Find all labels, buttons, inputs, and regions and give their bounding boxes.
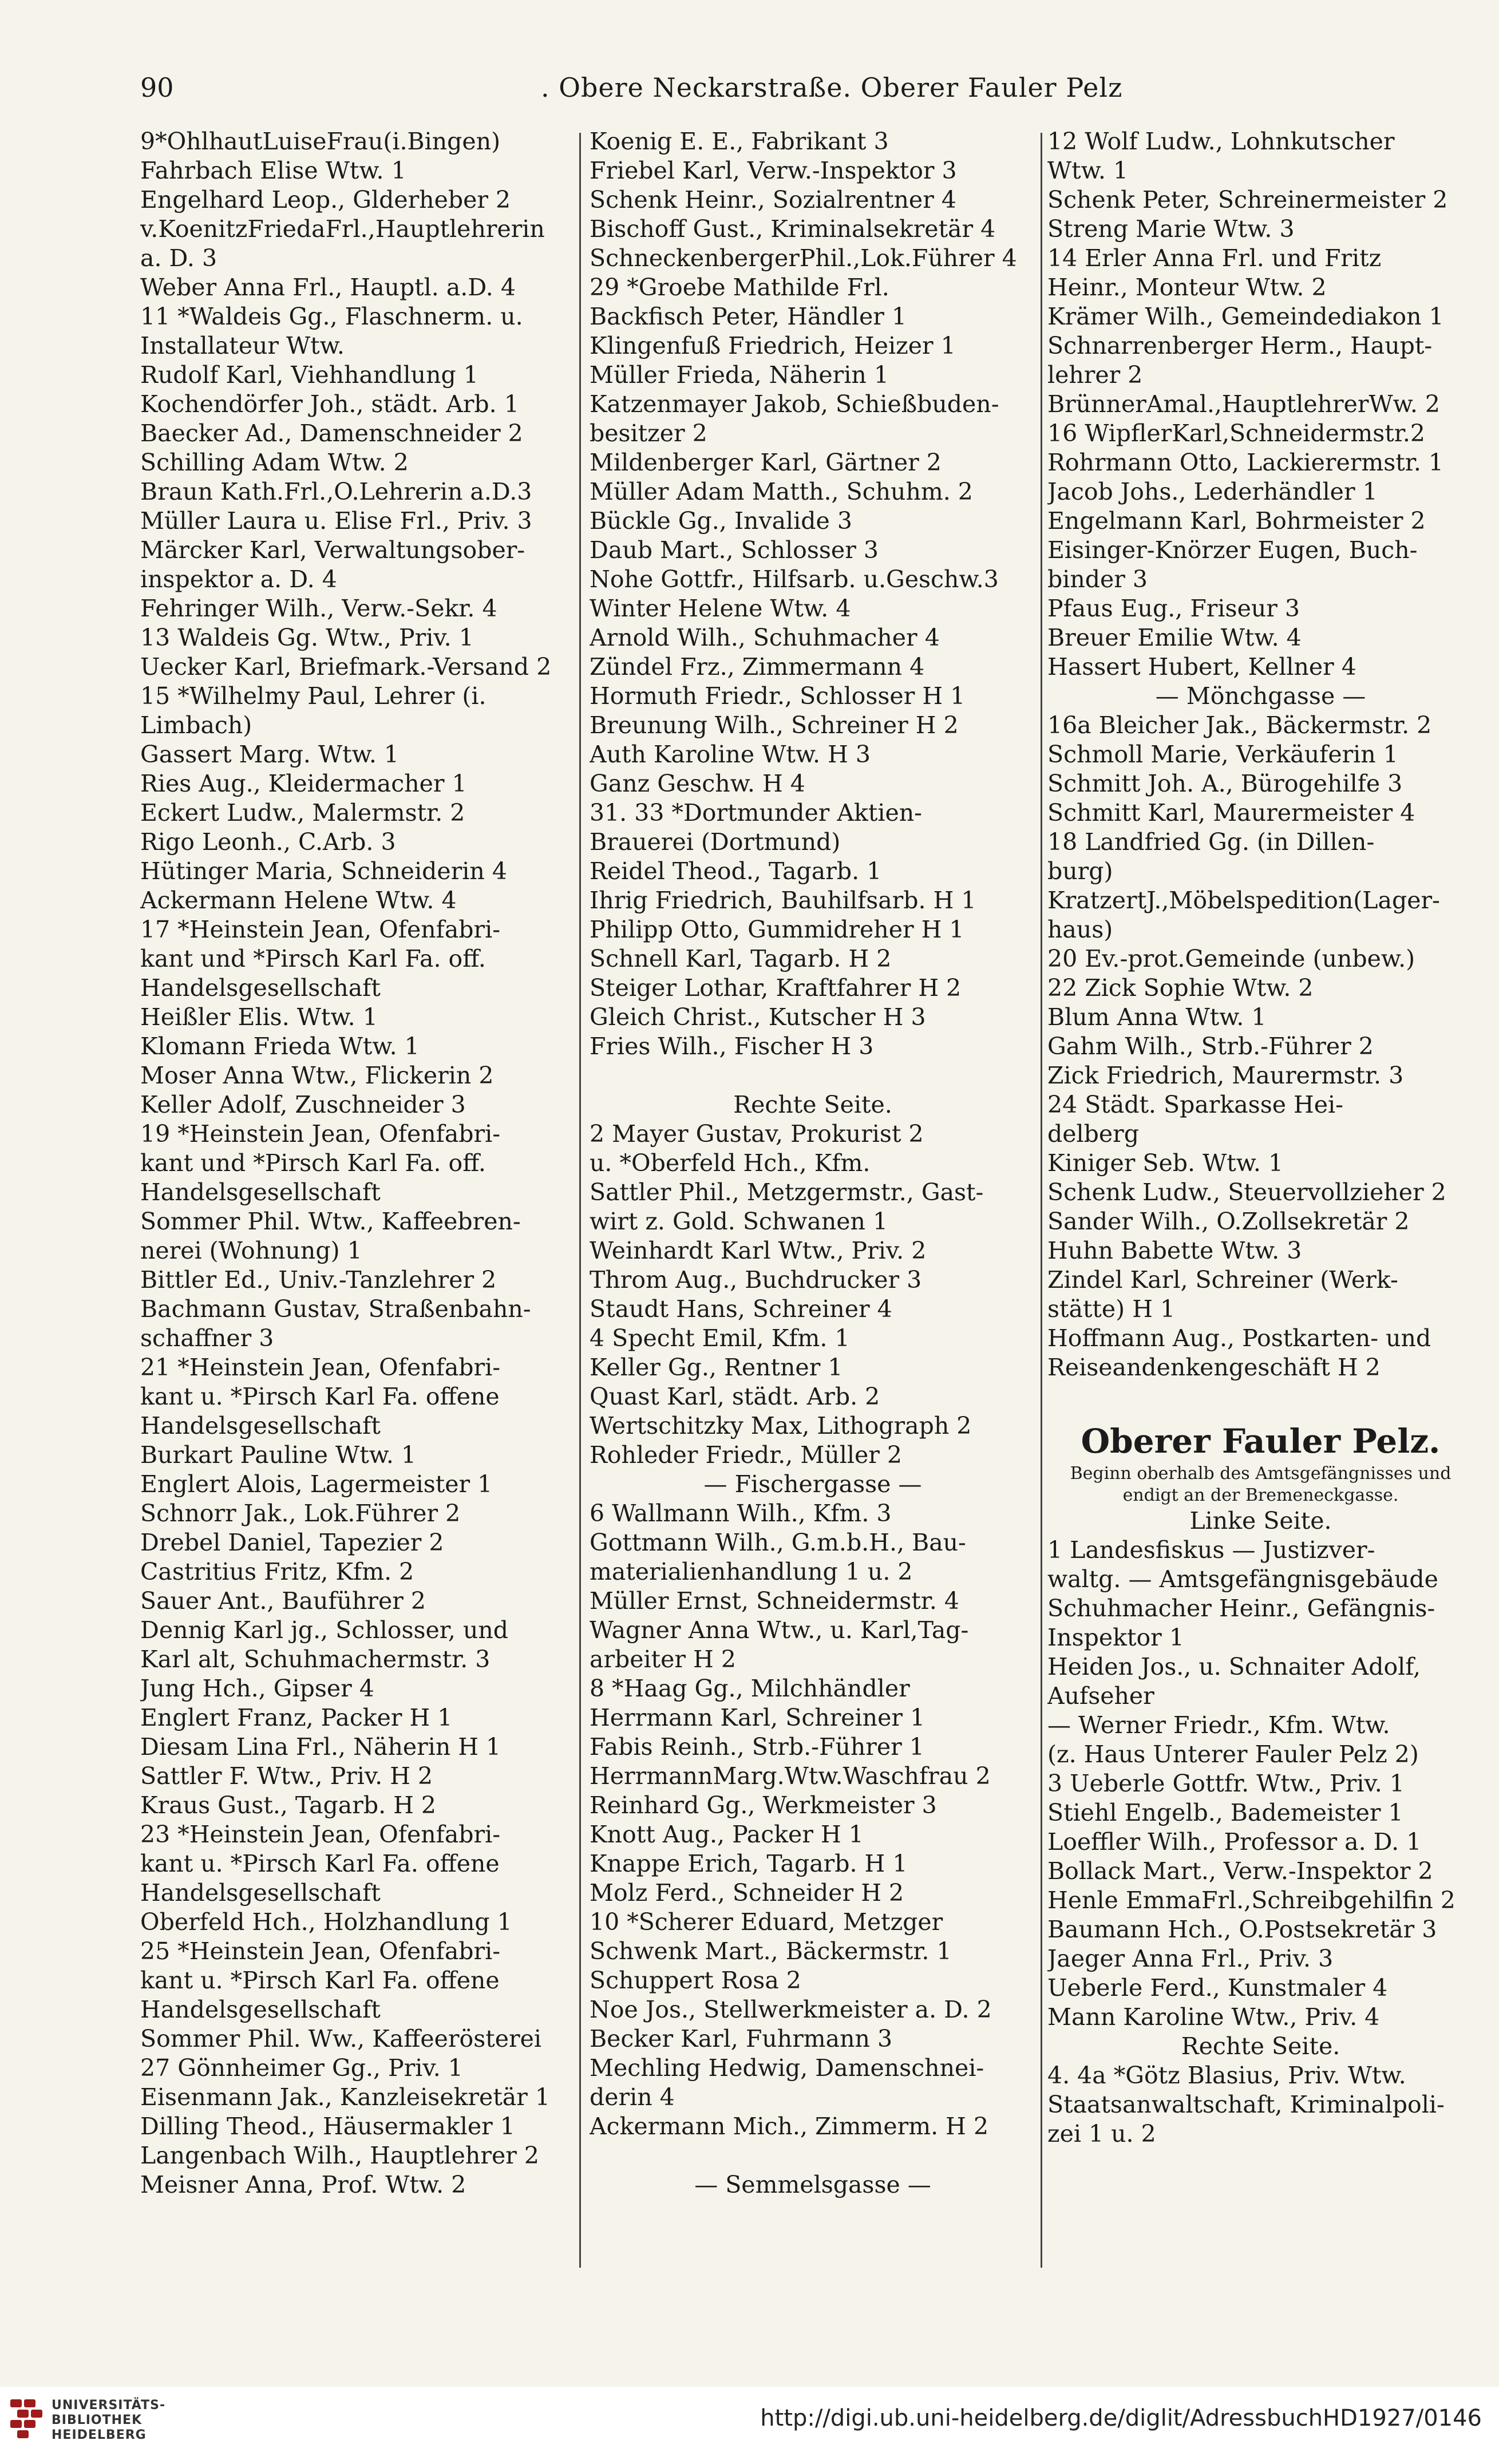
directory-entry-line: Kochendörfer Joh., städt. Arb. 1 xyxy=(140,390,519,418)
directory-entry-line: 6 Wallmann Wilh., Kfm. 3 xyxy=(590,1500,892,1527)
footer-bar xyxy=(0,2387,1499,2464)
directory-entry-line: Englert Alois, Lagermeister 1 xyxy=(140,1470,493,1498)
directory-entry-line: 16a Bleicher Jak., Bäckermstr. 2 xyxy=(1047,711,1432,739)
directory-entry-line: Reidel Theod., Tagarb. 1 xyxy=(590,857,882,885)
directory-entry-line: 31. 33 *Dortmunder Aktien- xyxy=(590,799,922,826)
directory-entry-line: Auth Karoline Wtw. H 3 xyxy=(590,741,871,768)
directory-entry-line: Märcker Karl, Verwaltungsober- xyxy=(140,536,525,564)
directory-entry-line: Schuhmacher Heinr., Gefängnis- xyxy=(1047,1595,1435,1622)
directory-entry-line: 8 *Haag Gg., Milchhändler xyxy=(590,1675,910,1702)
directory-entry-line: Katzenmayer Jakob, Schießbuden- xyxy=(590,390,999,418)
column-rule-1 xyxy=(579,133,581,2268)
directory-entry-line: waltg. — Amtsgefängnisgebäude xyxy=(1047,1565,1438,1593)
directory-entry-line: Mechling Hedwig, Damenschnei- xyxy=(590,2054,984,2082)
directory-entry-line: Bollack Mart., Verw.-Inspektor 2 xyxy=(1047,1857,1433,1885)
directory-entry-line: Heißler Elis. Wtw. 1 xyxy=(140,1003,378,1031)
directory-entry-line: Schwenk Mart., Bäckermstr. 1 xyxy=(590,1937,952,1965)
column-3 xyxy=(1047,127,1474,2342)
directory-entry-line: 17 *Heinstein Jean, Ofenfabri- xyxy=(140,916,501,943)
directory-entry-line: 20 Ev.-prot.Gemeinde (unbew.) xyxy=(1047,945,1415,972)
directory-entry-line: Backfisch Peter, Händler 1 xyxy=(590,303,907,330)
directory-entry-line: Eckert Ludw., Malermstr. 2 xyxy=(140,799,465,826)
directory-entry-line: delberg xyxy=(1047,1120,1139,1148)
directory-entry-line: Moser Anna Wtw., Flickerin 2 xyxy=(140,1062,494,1089)
directory-entry-line: Hoffmann Aug., Postkarten- und xyxy=(1047,1324,1431,1352)
directory-entry-line: Schnarrenberger Herm., Haupt- xyxy=(1047,332,1433,359)
directory-entry-line: 22 Zick Sophie Wtw. 2 xyxy=(1047,974,1314,1002)
directory-entry-line: Hütinger Maria, Schneiderin 4 xyxy=(140,857,507,885)
directory-entry-line: Keller Gg., Rentner 1 xyxy=(590,1354,843,1381)
directory-entry-line: Jacob Johs., Lederhändler 1 xyxy=(1047,478,1378,505)
directory-entry-line: Schenk Peter, Schreinermeister 2 xyxy=(1047,186,1448,213)
directory-entry-line: Eisinger-Knörzer Eugen, Buch- xyxy=(1047,536,1418,564)
page-number: 90 xyxy=(140,72,174,103)
directory-entry-line: 15 *Wilhelmy Paul, Lehrer (i. xyxy=(140,682,487,710)
directory-entry-line: 16 WipflerKarl,Schneidermstr.2 xyxy=(1047,420,1425,447)
section-heading: — Fischergasse — xyxy=(703,1470,922,1498)
directory-entry-line: kant u. *Pirsch Karl Fa. offene xyxy=(140,1383,500,1410)
directory-entry-line: Weber Anna Frl., Hauptl. a.D. 4 xyxy=(140,274,516,301)
directory-entry-line: 1 Landesfiskus — Justizver- xyxy=(1047,1536,1375,1564)
directory-entry-line: Ueberle Ferd., Kunstmaler 4 xyxy=(1047,1974,1388,2002)
directory-entry-line: 23 *Heinstein Jean, Ofenfabri- xyxy=(140,1821,501,1848)
directory-entry-line: Müller Laura u. Elise Frl., Priv. 3 xyxy=(140,507,532,535)
directory-entry-line: Dennig Karl jg., Schlosser, und xyxy=(140,1616,509,1644)
directory-entry-line: Sommer Phil. Wtw., Kaffeebren- xyxy=(140,1208,521,1235)
directory-entry-line: 4 Specht Emil, Kfm. 1 xyxy=(590,1324,850,1352)
directory-entry-line: Handelsgesellschaft xyxy=(140,1178,381,1206)
directory-entry-line: Keller Adolf, Zuschneider 3 xyxy=(140,1091,466,1118)
directory-entry-line: 10 *Scherer Eduard, Metzger xyxy=(590,1908,943,1936)
directory-entry-line: a. D. 3 xyxy=(140,244,217,272)
directory-entry-line: 18 Landfried Gg. (in Dillen- xyxy=(1047,828,1375,856)
section-heading: — Semmelsgasse — xyxy=(694,2171,931,2198)
directory-entry-line: Philipp Otto, Gummidreher H 1 xyxy=(590,916,964,943)
directory-entry-line: Zick Friedrich, Maurermstr. 3 xyxy=(1047,1062,1404,1089)
directory-entry-line: Schmitt Karl, Maurermeister 4 xyxy=(1047,799,1415,826)
directory-entry-line: Heiden Jos., u. Schnaiter Adolf, xyxy=(1047,1653,1421,1680)
directory-entry-line: 29 *Groebe Mathilde Frl. xyxy=(590,274,889,301)
directory-entry-line: — Werner Friedr., Kfm. Wtw. xyxy=(1047,1711,1390,1739)
directory-entry-line: arbeiter H 2 xyxy=(590,1646,736,1673)
directory-entry-line: u. *Oberfeld Hch., Kfm. xyxy=(590,1149,871,1177)
source-url-link[interactable]: http://digi.ub.uni-heidelberg.de/diglit/AdressbuchHD1927/0146 xyxy=(760,2405,1482,2431)
directory-entry-line: Braun Kath.Frl.,O.Lehrerin a.D.3 xyxy=(140,478,532,505)
directory-entry-line: Breunung Wilh., Schreiner H 2 xyxy=(590,711,959,739)
directory-entry-line: Ackermann Mich., Zimmerm. H 2 xyxy=(590,2113,989,2140)
directory-entry-line: Engelhard Leop., Glderheber 2 xyxy=(140,186,511,213)
directory-entry-line: Karl alt, Schuhmachermstr. 3 xyxy=(140,1646,491,1673)
directory-entry-line: Loeffler Wilh., Professor a. D. 1 xyxy=(1047,1828,1422,1856)
directory-entry-line: Stiehl Engelb., Bademeister 1 xyxy=(1047,1799,1403,1826)
street-note: endigt an der Bremeneckgasse. xyxy=(1122,1485,1399,1505)
directory-entry-line: haus) xyxy=(1047,916,1113,943)
directory-entry-line: Schmitt Joh. A., Bürogehilfe 3 xyxy=(1047,770,1403,797)
directory-entry-line: Müller Frieda, Näherin 1 xyxy=(590,361,889,389)
directory-entry-line: Wertschitzky Max, Lithograph 2 xyxy=(590,1412,972,1439)
directory-entry-line: Molz Ferd., Schneider H 2 xyxy=(590,1879,904,1907)
directory-entry-line: 24 Städt. Sparkasse Hei- xyxy=(1047,1091,1344,1118)
directory-entry-line: derin 4 xyxy=(590,2083,675,2111)
directory-entry-line: Rohleder Friedr., Müller 2 xyxy=(590,1441,902,1469)
directory-entry-line: Mildenberger Karl, Gärtner 2 xyxy=(590,449,942,476)
directory-entry-line: Koenig E. E., Fabrikant 3 xyxy=(590,128,889,155)
directory-entry-line: Brauerei (Dortmund) xyxy=(590,828,841,856)
directory-entry-line: Eisenmann Jak., Kanzleisekretär 1 xyxy=(140,2083,550,2111)
directory-entry-line: Bischoff Gust., Kriminalsekretär 4 xyxy=(590,215,996,243)
directory-entry-line: Castritius Fritz, Kfm. 2 xyxy=(140,1558,414,1585)
running-title: . Obere Neckarstraße. Oberer Fauler Pelz xyxy=(541,72,1123,103)
directory-entry-line: Fehringer Wilh., Verw.-Sekr. 4 xyxy=(140,595,497,622)
directory-entry-line: 27 Gönnheimer Gg., Priv. 1 xyxy=(140,2054,463,2082)
directory-entry-line: Schenk Ludw., Steuervollzieher 2 xyxy=(1047,1178,1446,1206)
directory-entry-line: Jaeger Anna Frl., Priv. 3 xyxy=(1047,1945,1334,1972)
directory-entry-line: kant u. *Pirsch Karl Fa. offene xyxy=(140,1850,500,1877)
directory-entry-line: Knappe Erich, Tagarb. H 1 xyxy=(590,1850,908,1877)
directory-entry-line: Steiger Lothar, Kraftfahrer H 2 xyxy=(590,974,962,1002)
directory-entry-line: Throm Aug., Buchdrucker 3 xyxy=(590,1266,922,1294)
directory-entry-line: Uecker Karl, Briefmark.-Versand 2 xyxy=(140,653,552,681)
directory-entry-line: Fries Wilh., Fischer H 3 xyxy=(590,1033,874,1060)
directory-entry-line: Staatsanwaltschaft, Kriminalpoli- xyxy=(1047,2091,1445,2118)
directory-entry-line: Zündel Frz., Zimmermann 4 xyxy=(590,653,925,681)
directory-entry-line: binder 3 xyxy=(1047,565,1148,593)
directory-entry-line: nerei (Wohnung) 1 xyxy=(140,1237,362,1264)
directory-entry-line: Sauer Ant., Bauführer 2 xyxy=(140,1587,426,1615)
directory-entry-line: Sattler F. Wtw., Priv. H 2 xyxy=(140,1762,433,1790)
directory-entry-line: Daub Mart., Schlosser 3 xyxy=(590,536,879,564)
directory-entry-line: Sander Wilh., O.Zollsekretär 2 xyxy=(1047,1208,1410,1235)
directory-entry-line: Bückle Gg., Invalide 3 xyxy=(590,507,852,535)
directory-entry-line: 9*OhlhautLuiseFrau(i.Bingen) xyxy=(140,128,501,155)
directory-entry-line: Handelsgesellschaft xyxy=(140,1412,381,1439)
directory-entry-line: Breuer Emilie Wtw. 4 xyxy=(1047,624,1302,651)
directory-entry-line: 3 Ueberle Gottfr. Wtw., Priv. 1 xyxy=(1047,1770,1405,1797)
directory-entry-line: Reinhard Gg., Werkmeister 3 xyxy=(590,1791,937,1819)
directory-entry-line: Ihrig Friedrich, Bauhilfsarb. H 1 xyxy=(590,887,976,914)
directory-entry-line: Quast Karl, städt. Arb. 2 xyxy=(590,1383,880,1410)
directory-entry-line: Sattler Phil., Metzgermstr., Gast- xyxy=(590,1178,984,1206)
directory-entry-line: Schenk Heinr., Sozialrentner 4 xyxy=(590,186,956,213)
directory-entry-line: Schnorr Jak., Lok.Führer 2 xyxy=(140,1500,461,1527)
directory-entry-line: 21 *Heinstein Jean, Ofenfabri- xyxy=(140,1354,501,1381)
section-heading: Rechte Seite. xyxy=(733,1091,892,1118)
directory-entry-line: Henle EmmaFrl.,Schreibgehilfin 2 xyxy=(1047,1886,1456,1914)
directory-entry-line: Jung Hch., Gipser 4 xyxy=(140,1675,374,1702)
directory-entry-line: Nohe Gottfr., Hilfsarb. u.Geschw.3 xyxy=(590,565,999,593)
directory-entry-line: 25 *Heinstein Jean, Ofenfabri- xyxy=(140,1937,501,1965)
section-heading: — Mönchgasse — xyxy=(1155,682,1366,710)
directory-entry-line: burg) xyxy=(1047,857,1113,885)
directory-entry-line: kant und *Pirsch Karl Fa. off. xyxy=(140,945,486,972)
directory-entry-line: Arnold Wilh., Schuhmacher 4 xyxy=(590,624,940,651)
directory-entry-line: Knott Aug., Packer H 1 xyxy=(590,1821,864,1848)
directory-entry-line: besitzer 2 xyxy=(590,420,707,447)
directory-entry-line: Herrmann Karl, Schreiner 1 xyxy=(590,1704,925,1731)
directory-entry-line: 4. 4a *Götz Blasius, Priv. Wtw. xyxy=(1047,2062,1406,2089)
directory-entry-line: inspektor a. D. 4 xyxy=(140,565,337,593)
directory-entry-line: Kiniger Seb. Wtw. 1 xyxy=(1047,1149,1284,1177)
directory-entry-line: HerrmannMarg.Wtw.Waschfrau 2 xyxy=(590,1762,991,1790)
directory-entry-line: Becker Karl, Fuhrmann 3 xyxy=(590,2025,893,2052)
directory-entry-line: Rigo Leonh., C.Arb. 3 xyxy=(140,828,396,856)
directory-entry-line: Gahm Wilh., Strb.-Führer 2 xyxy=(1047,1033,1374,1060)
directory-entry-line: Heinr., Monteur Wtw. 2 xyxy=(1047,274,1327,301)
directory-entry-line: Bachmann Gustav, Straßenbahn- xyxy=(140,1295,531,1323)
directory-entry-line: Weinhardt Karl Wtw., Priv. 2 xyxy=(590,1237,927,1264)
directory-entry-line: Meisner Anna, Prof. Wtw. 2 xyxy=(140,2171,466,2198)
directory-entry-line: materialienhandlung 1 u. 2 xyxy=(590,1558,913,1585)
directory-entry-line: Langenbach Wilh., Hauptlehrer 2 xyxy=(140,2142,539,2169)
directory-entry-line: Ackermann Helene Wtw. 4 xyxy=(140,887,457,914)
directory-entry-line: Schuppert Rosa 2 xyxy=(590,1967,801,1994)
directory-entry-line: schaffner 3 xyxy=(140,1324,274,1352)
library-name xyxy=(52,2398,165,2443)
directory-entry-line: Zindel Karl, Schreiner (Werk- xyxy=(1047,1266,1398,1294)
directory-entry-line: Schmoll Marie, Verkäuferin 1 xyxy=(1047,741,1398,768)
directory-entry-line: Gottmann Wilh., G.m.b.H., Bau- xyxy=(590,1529,966,1556)
directory-entry-line: Handelsgesellschaft xyxy=(140,974,381,1002)
directory-entry-line: Krämer Wilh., Gemeindediakon 1 xyxy=(1047,303,1444,330)
directory-entry-line: Klomann Frieda Wtw. 1 xyxy=(140,1033,420,1060)
directory-entry-line: Wtw. 1 xyxy=(1047,157,1128,184)
directory-entry-line: Gassert Marg. Wtw. 1 xyxy=(140,741,399,768)
library-name-line: UNIVERSITÄTS- xyxy=(52,2398,166,2412)
directory-entry-line: Ries Aug., Kleidermacher 1 xyxy=(140,770,467,797)
directory-entry-line: Rudolf Karl, Viehhandlung 1 xyxy=(140,361,478,389)
directory-entry-line: kant u. *Pirsch Karl Fa. offene xyxy=(140,1967,500,1994)
directory-entry-line: Drebel Daniel, Tapezier 2 xyxy=(140,1529,444,1556)
library-name-line: HEIDELBERG xyxy=(52,2428,147,2442)
column-1 xyxy=(140,127,572,2342)
directory-entry-line: Handelsgesellschaft xyxy=(140,1996,381,2023)
directory-entry-line: Inspektor 1 xyxy=(1047,1624,1184,1651)
directory-entry-line: 14 Erler Anna Frl. und Fritz xyxy=(1047,244,1382,272)
library-logo-icon xyxy=(10,2399,45,2439)
directory-entry-line: Limbach) xyxy=(140,711,252,739)
directory-entry-line: Reiseandenkengeschäft H 2 xyxy=(1047,1354,1381,1381)
directory-entry-line: Burkart Pauline Wtw. 1 xyxy=(140,1441,417,1469)
page-header xyxy=(140,68,1474,108)
directory-entry-line: Huhn Babette Wtw. 3 xyxy=(1047,1237,1302,1264)
street-note: Beginn oberhalb des Amtsgefängnisses und xyxy=(1070,1464,1451,1484)
blank-line xyxy=(590,1061,1036,1090)
directory-entry-line: Baecker Ad., Damenschneider 2 xyxy=(140,420,523,447)
directory-entry-line: BrünnerAmal.,HauptlehrerWw. 2 xyxy=(1047,390,1441,418)
directory-entry-line: Handelsgesellschaft xyxy=(140,1879,381,1907)
directory-entry-line: Fahrbach Elise Wtw. 1 xyxy=(140,157,406,184)
section-heading: Rechte Seite. xyxy=(1181,2032,1340,2060)
blank-line xyxy=(590,2141,1036,2170)
directory-entry-line: 11 *Waldeis Gg., Flaschnerm. u. xyxy=(140,303,523,330)
directory-entry-line: kant und *Pirsch Karl Fa. off. xyxy=(140,1149,486,1177)
directory-entry-line: Blum Anna Wtw. 1 xyxy=(1047,1003,1267,1031)
directory-entry-line: Oberfeld Hch., Holzhandlung 1 xyxy=(140,1908,512,1936)
directory-entry-line: Sommer Phil. Ww., Kaffeerösterei xyxy=(140,2025,541,2052)
directory-entry-line: Staudt Hans, Schreiner 4 xyxy=(590,1295,892,1323)
directory-entry-line: Mann Karoline Wtw., Priv. 4 xyxy=(1047,2003,1380,2031)
directory-entry-line: Installateur Wtw. xyxy=(140,332,345,359)
directory-entry-line: Gleich Christ., Kutscher H 3 xyxy=(590,1003,926,1031)
directory-entry-line: Klingenfuß Friedrich, Heizer 1 xyxy=(590,332,956,359)
directory-entry-line: stätte) H 1 xyxy=(1047,1295,1176,1323)
directory-entry-line: 13 Waldeis Gg. Wtw., Priv. 1 xyxy=(140,624,474,651)
directory-entry-line: Englert Franz, Packer H 1 xyxy=(140,1704,453,1731)
street-heading: Oberer Fauler Pelz. xyxy=(1081,1422,1441,1461)
section-heading: Linke Seite. xyxy=(1189,1507,1332,1534)
directory-entry-line: 12 Wolf Ludw., Lohnkutscher xyxy=(1047,128,1395,155)
directory-entry-line: Schnell Karl, Tagarb. H 2 xyxy=(590,945,892,972)
directory-entry-line: Diesam Lina Frl., Näherin H 1 xyxy=(140,1733,501,1761)
directory-entry-line: zei 1 u. 2 xyxy=(1047,2120,1156,2147)
directory-entry-line: Ganz Geschw. H 4 xyxy=(590,770,805,797)
directory-entry-line: Fabis Reinh., Strb.-Führer 1 xyxy=(590,1733,924,1761)
directory-entry-line: Engelmann Karl, Bohrmeister 2 xyxy=(1047,507,1426,535)
directory-entry-line: Noe Jos., Stellwerkmeister a. D. 2 xyxy=(590,1996,992,2023)
directory-entry-line: Pfaus Eug., Friseur 3 xyxy=(1047,595,1300,622)
directory-entry-line: Wagner Anna Wtw., u. Karl,Tag- xyxy=(590,1616,969,1644)
directory-entry-line: wirt z. Gold. Schwanen 1 xyxy=(590,1208,888,1235)
directory-entry-line: 19 *Heinstein Jean, Ofenfabri- xyxy=(140,1120,501,1148)
directory-entry-line: Müller Adam Matth., Schuhm. 2 xyxy=(590,478,973,505)
directory-entry-line: Dilling Theod., Häusermakler 1 xyxy=(140,2113,515,2140)
directory-entry-line: Rohrmann Otto, Lackierermstr. 1 xyxy=(1047,449,1443,476)
directory-entry-line: Schilling Adam Wtw. 2 xyxy=(140,449,409,476)
directory-entry-line: Streng Marie Wtw. 3 xyxy=(1047,215,1295,243)
directory-entry-line: Winter Helene Wtw. 4 xyxy=(590,595,851,622)
directory-entry-line: Friebel Karl, Verw.-Inspektor 3 xyxy=(590,157,957,184)
directory-entry-line: SchneckenbergerPhil.,Lok.Führer 4 xyxy=(590,244,1017,272)
directory-entry-line: Hormuth Friedr., Schlosser H 1 xyxy=(590,682,966,710)
directory-entry-line: Müller Ernst, Schneidermstr. 4 xyxy=(590,1587,960,1615)
directory-entry-line: (z. Haus Unterer Fauler Pelz 2) xyxy=(1047,1741,1419,1768)
blank-line xyxy=(1047,1382,1474,1411)
directory-entry-line: Bittler Ed., Univ.-Tanzlehrer 2 xyxy=(140,1266,497,1294)
directory-entry-line: KratzertJ.,Möbelspedition(Lager- xyxy=(1047,887,1440,914)
directory-entry-line: Aufseher xyxy=(1047,1682,1154,1710)
directory-entry-line: Baumann Hch., O.Postsekretär 3 xyxy=(1047,1916,1437,1943)
column-2 xyxy=(590,127,1036,2342)
directory-entry-line: lehrer 2 xyxy=(1047,361,1143,389)
directory-entry-line: 2 Mayer Gustav, Prokurist 2 xyxy=(590,1120,924,1148)
library-name-line: BIBLIOTHEK xyxy=(52,2413,143,2427)
directory-entry-line: v.KoenitzFriedaFrl.,Hauptlehrerin xyxy=(140,215,545,243)
column-rule-2 xyxy=(1041,133,1042,2268)
directory-entry-line: Hassert Hubert, Kellner 4 xyxy=(1047,653,1356,681)
directory-entry-line: Kraus Gust., Tagarb. H 2 xyxy=(140,1791,437,1819)
